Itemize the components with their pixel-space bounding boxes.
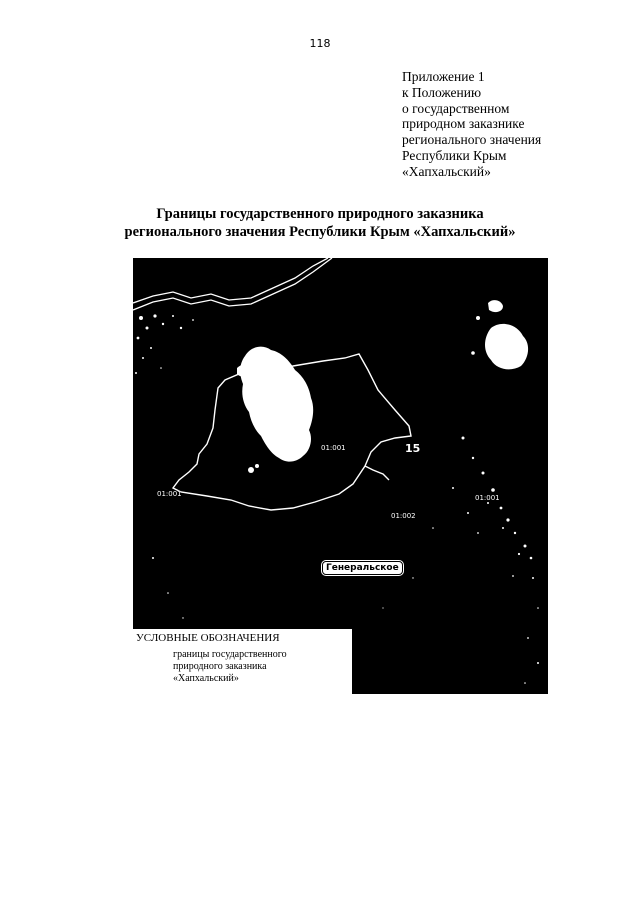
white-cloud-blob — [488, 300, 503, 312]
legend-title: УСЛОВНЫЕ ОБОЗНАЧЕНИЯ — [136, 632, 280, 644]
appendix-line: к Положению — [402, 84, 482, 100]
legend-line: «Хапхальский» — [173, 673, 239, 684]
appendix-line: о государственном — [402, 100, 510, 116]
zone-number-label: 15 — [405, 442, 421, 455]
legend-line: границы государственного — [173, 649, 287, 660]
reserve-map — [133, 258, 548, 694]
parcel-label: 01:001 — [157, 490, 182, 498]
reserve-boundary — [365, 466, 389, 480]
region-border-line — [133, 258, 328, 303]
parcel-label: 01:002 — [391, 512, 416, 520]
legend-line: природного заказника — [173, 661, 267, 672]
white-cloud-blob — [485, 324, 528, 370]
appendix-line: природном заказнике — [402, 116, 525, 132]
document-title — [0, 205, 640, 241]
page-number: 118 — [309, 37, 331, 50]
title-line-1: Границы государственного природного заказника — [156, 206, 484, 222]
appendix-line: регионального значения — [402, 132, 542, 148]
white-lake-blob — [237, 365, 251, 377]
appendix-header — [402, 69, 602, 180]
map-legend — [133, 629, 353, 694]
parcel-label: 01:001 — [321, 444, 346, 452]
appendix-line: Приложение 1 — [402, 69, 485, 84]
appendix-line: Республики Крым — [402, 147, 507, 163]
region-border-line — [133, 258, 332, 310]
appendix-line: «Хапхальский» — [402, 163, 491, 179]
title-line-2: регионального значения Республики Крым «Хапхальский» — [124, 224, 516, 240]
parcel-label: 01:001 — [475, 494, 500, 502]
legend-description — [173, 649, 287, 685]
village-label: Генеральское — [322, 561, 403, 575]
terrain-specks — [135, 314, 194, 374]
